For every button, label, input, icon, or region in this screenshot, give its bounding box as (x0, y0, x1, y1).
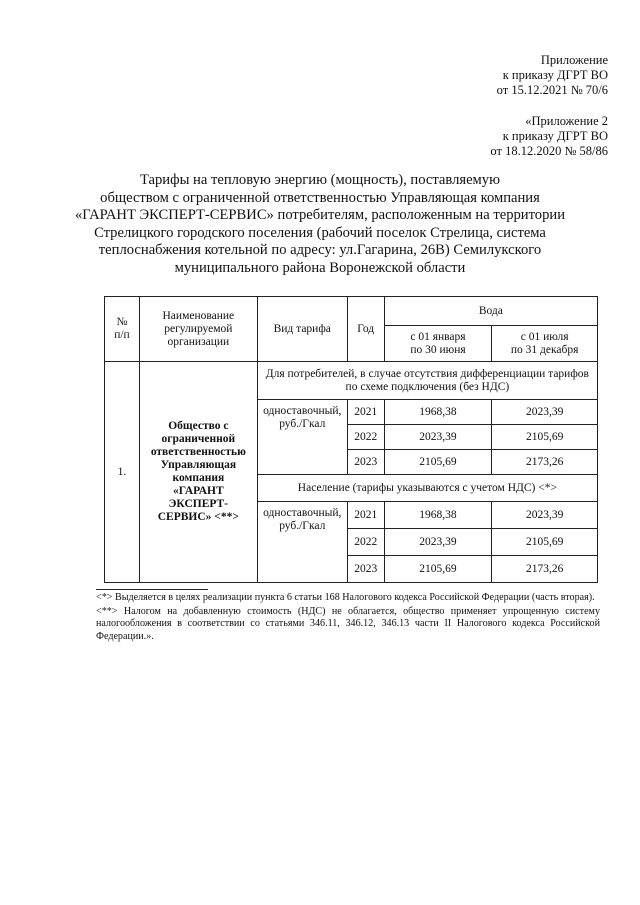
section-header-consumers (257, 362, 597, 400)
org-name-line: «ГАРАНТ (173, 485, 224, 497)
header-text: по 30 июня (410, 343, 466, 356)
appendix-2-header (490, 114, 608, 159)
header-cell-tariff-type: Вид тарифа (257, 297, 347, 362)
tariff-value-cell: 2023,39 (492, 502, 598, 529)
tariff-type-text: руб./Гкал (279, 520, 326, 532)
header-cell-organization (139, 297, 257, 362)
org-name-line: Общество с (168, 420, 229, 432)
year-cell: 2021 (347, 502, 384, 529)
appendix-2-header-line: «Приложение 2 (525, 114, 608, 128)
organization-name-cell (139, 362, 257, 583)
header-text: организации (167, 335, 230, 348)
header-text: с 01 июля (520, 330, 569, 343)
tariff-type-cell (257, 400, 347, 475)
header-text: № (116, 316, 128, 328)
tariff-type-text: одноставочный, (263, 507, 342, 519)
org-name-line: компания (172, 472, 225, 484)
tariff-value-cell: 2105,69 (384, 556, 492, 583)
year-cell: 2023 (347, 556, 384, 583)
tariff-value-cell: 1968,38 (384, 502, 492, 529)
header-cell-water: Вода (384, 297, 597, 326)
tariff-type-text: одноставочный, (263, 405, 342, 417)
footnote-vat: <*> Выделяется в целях реализации пункта 6 статьи 168 Налогового кодекса Российской Федерации (часть вторая). (96, 592, 595, 603)
year-cell: 2022 (347, 425, 384, 450)
tariff-value-cell: 2105,69 (384, 450, 492, 475)
tariff-value-cell: 1968,38 (384, 400, 492, 425)
footnotes (96, 592, 600, 644)
appendix-2-header-line: от 18.12.2020 № 58/86 (490, 144, 608, 158)
header-cell-number (105, 297, 140, 362)
section-header-population: Население (тарифы указываются с учетом НДС) <*> (257, 475, 597, 502)
tariff-value-cell: 2023,39 (384, 529, 492, 556)
tariff-table (104, 296, 598, 583)
header-cell-period-1 (384, 326, 492, 362)
tariff-value-cell: 2173,26 (492, 556, 598, 583)
section-text: по схеме подключения (без НДС) (345, 380, 510, 393)
title-line: теплоснабжения котельной по адресу: ул.Гагарина, 26В) Семилукского (98, 242, 542, 259)
title-line: Тарифы на тепловую энергию (мощность), поставляемую (139, 172, 500, 188)
year-cell: 2022 (347, 529, 384, 556)
header-text: с 01 января (410, 330, 466, 343)
row-number-cell: 1. (105, 362, 140, 583)
title-line: муниципального района Воронежской области (174, 259, 466, 276)
document-title (60, 172, 580, 278)
title-line: Стрелицкого городского поселения (рабочий поселок Стрелица, система (94, 224, 546, 241)
tariff-value-cell: 2023,39 (384, 425, 492, 450)
tariff-value-cell: 2173,26 (492, 450, 598, 475)
footnote-divider (96, 589, 208, 590)
header-text: регулируемой (164, 322, 233, 335)
org-name-line: ограниченной (161, 433, 236, 445)
tariff-value-cell: 2023,39 (492, 400, 598, 425)
appendix-header (497, 53, 608, 98)
year-cell: 2023 (347, 450, 384, 475)
appendix-2-header-line: к приказу ДГРТ ВО (502, 129, 608, 143)
org-name-line: ЭКСПЕРТ- (168, 498, 229, 510)
header-cell-year: Год (347, 297, 384, 362)
header-text: Наименование (162, 309, 235, 322)
tariff-type-text: руб./Гкал (279, 418, 326, 430)
tariff-value-cell: 2105,69 (492, 425, 598, 450)
appendix-header-line: Приложение (540, 53, 608, 67)
year-cell: 2021 (347, 400, 384, 425)
header-text: п/п (114, 329, 130, 341)
section-text: Для потребителей, в случае отсутствия дифференциации тарифов (265, 367, 589, 380)
footnote-simplified-taxation: <**> Налогом на добавленную стоимость (НДС) не облагается, общество применяет упрощенную систему налогообложения в соответствии со статьями 346.11, 346.12, 346.13 части II Налогового кодекса Российской Федерации.». (96, 605, 600, 642)
title-line: обществом с ограниченной ответственностью Управляющая компания (100, 189, 540, 206)
tariff-type-cell (257, 502, 347, 583)
org-name-line: Управляющая (160, 459, 237, 471)
appendix-header-line: к приказу ДГРТ ВО (502, 68, 608, 82)
org-name-line: ответственностью (150, 446, 246, 458)
header-cell-period-2 (492, 326, 598, 362)
appendix-header-line: от 15.12.2021 № 70/6 (496, 83, 608, 97)
title-line: «ГАРАНТ ЭКСПЕРТ-СЕРВИС» потребителям, расположенным на территории (74, 207, 566, 224)
org-name-line: СЕРВИС» <**> (157, 511, 239, 523)
tariff-value-cell: 2105,69 (492, 529, 598, 556)
header-text: по 31 декабря (510, 343, 579, 356)
